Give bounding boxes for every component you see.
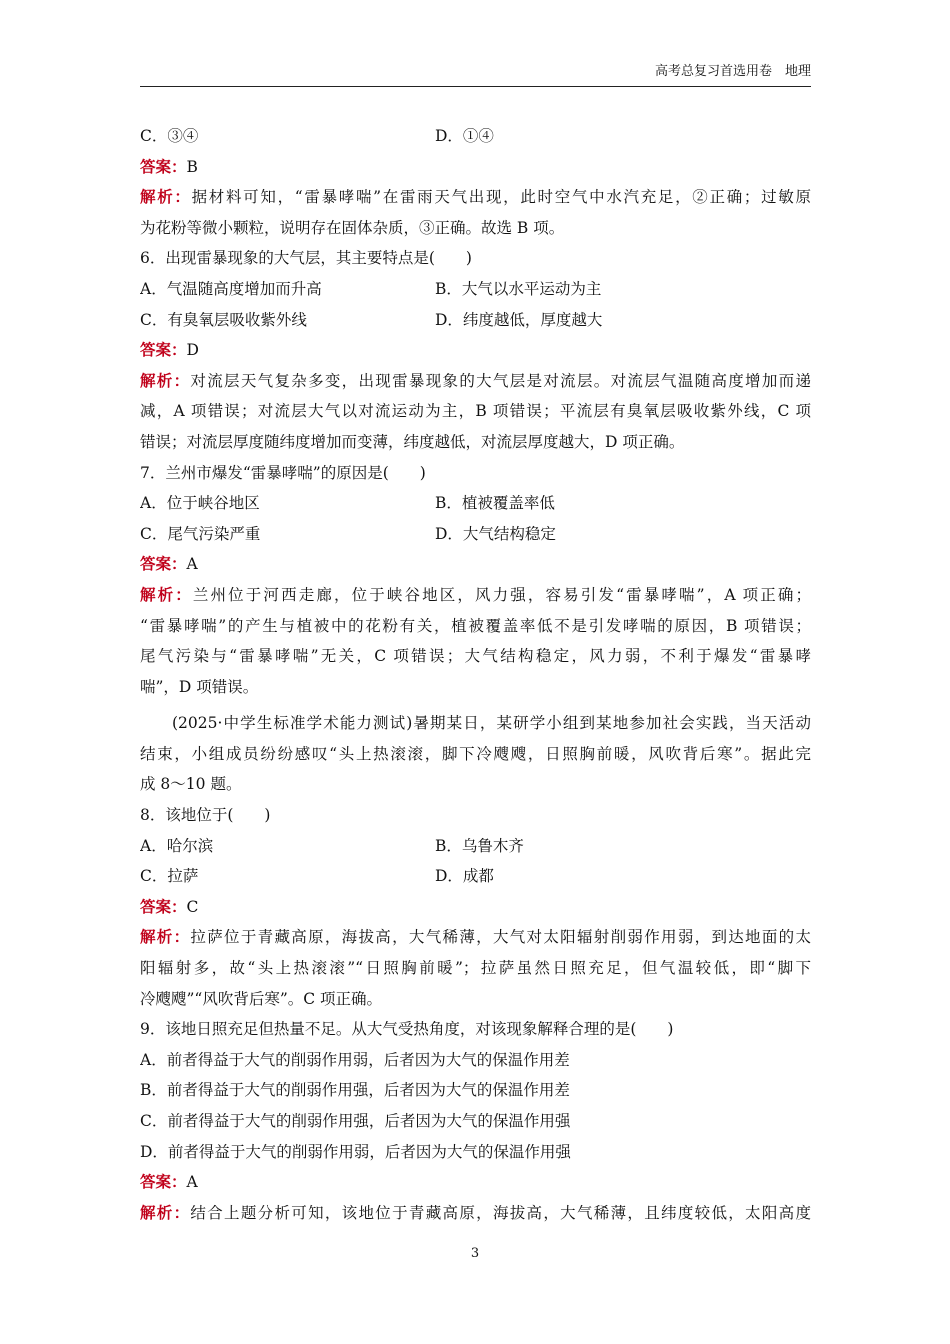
page-content (140, 121, 811, 1228)
q7-option-d: D．大气结构稳定 (435, 524, 556, 543)
analysis-label: 解析： (140, 584, 193, 604)
q9-stem: 9．该地日照充足但热量不足。从大气受热角度，对该现象解释合理的是( ) (140, 1020, 674, 1039)
material-line: (2025·中学生标准学术能力测试)暑期某日，某研学小组到某地参加社会实践，当天活动 (172, 714, 811, 733)
q7-options-row (140, 488, 811, 519)
analysis-label: 解析： (140, 927, 191, 947)
q9-analysis-line (140, 1198, 811, 1229)
material-line: 结束，小组成员纷纷感叹“头上热滚滚，脚下冷飕飕，日照胸前暖，风吹背后寒”。据此完 (140, 744, 811, 763)
page-number: 3 (470, 1246, 480, 1261)
q5-option-c: C．③④ (140, 127, 199, 145)
q9-option-a: A．前者得益于大气的削弱作用弱，后者因为大气的保温作用差 (140, 1050, 570, 1069)
q5-answer (140, 152, 811, 183)
analysis-text: 结合上题分析可知，该地位于青藏高原，海拔高，大气稀薄，且纬度较低，太阳高度 (190, 1203, 811, 1222)
analysis-label: 解析： (140, 370, 191, 390)
q5-analysis-line: 为花粉等微小颗粒，说明存在固体杂质，③正确。故选 B 项。 (140, 218, 565, 237)
page-header (140, 62, 811, 87)
q7-analysis-line: 喘”，D 项错误。 (140, 677, 259, 696)
q8-option-c: C．拉萨 (140, 867, 199, 886)
q8-answer (140, 892, 811, 923)
q7-option-a: A．位于峡谷地区 (140, 494, 260, 513)
q7-analysis-line (140, 580, 811, 611)
q6-option-c: C．有臭氧层吸收紫外线 (140, 310, 307, 329)
answer-label: 答案： (140, 554, 187, 574)
q7-stem: 7．兰州市爆发“雷暴哮喘”的原因是( ) (140, 463, 426, 482)
q6-analysis-line: 错误；对流层厚度随纬度增加而变薄，纬度越低，对流层厚度越大，D 项正确。 (140, 432, 685, 451)
q8-options-row (140, 831, 811, 862)
q8-option-b: B．乌鲁木齐 (435, 836, 524, 855)
q6-options-row (140, 274, 811, 305)
analysis-text: 拉萨位于青藏高原，海拔高，大气稀薄，大气对太阳辐射削弱作用弱，到达地面的太 (190, 928, 811, 947)
analysis-label: 解析： (140, 1202, 191, 1222)
q9-answer (140, 1167, 811, 1198)
q6-analysis-line: 减，A 项错误；对流层大气以对流运动为主，B 项错误；平流层有臭氧层吸收紫外线，C 项 (140, 402, 811, 421)
header-title: 高考总复习首选用卷 地理 (654, 64, 811, 79)
answer-value: C (186, 897, 199, 916)
q9-option-b: B．前者得益于大气的削弱作用强，后者因为大气的保温作用差 (140, 1081, 570, 1100)
material-line: 成 8～10 题。 (140, 775, 242, 794)
analysis-label: 解析： (140, 187, 192, 207)
answer-value: D (186, 341, 199, 360)
q6-option-a: A．气温随高度增加而升高 (140, 279, 322, 298)
q8-stem: 8．该地位于( ) (140, 806, 271, 825)
q7-option-b: B．植被覆盖率低 (435, 494, 555, 513)
q5-analysis-line (140, 182, 811, 213)
q7-analysis-line: 尾气污染与“雷暴哮喘”无关，C 项错误；大气结构稳定，风力弱，不利于爆发“雷暴哮 (140, 647, 811, 666)
q7-analysis-line: “雷暴哮喘”的产生与植被中的花粉有关，植被覆盖率低不是引发哮喘的原因，B 项错误； (140, 616, 811, 635)
q5-option-d: D．①④ (435, 127, 494, 145)
answer-label: 答案： (140, 340, 187, 360)
q6-analysis-line (140, 366, 811, 397)
q7-answer (140, 549, 811, 580)
q8-analysis-line: 冷飕飕”“风吹背后寒”。C 项正确。 (140, 989, 383, 1008)
q6-stem: 6．出现雷暴现象的大气层，其主要特点是( ) (140, 249, 472, 268)
q6-option-b: B．大气以水平运动为主 (435, 279, 602, 298)
answer-value: B (186, 157, 198, 176)
answer-label: 答案： (140, 156, 187, 176)
q8-options-row (140, 861, 811, 892)
answer-label: 答案： (140, 896, 187, 916)
q9-option-c: C．前者得益于大气的削弱作用强，后者因为大气的保温作用强 (140, 1112, 571, 1130)
answer-label: 答案： (140, 1172, 187, 1192)
q6-options-row (140, 305, 811, 336)
answer-value: A (186, 555, 198, 574)
q7-options-row (140, 519, 811, 550)
analysis-text: 据材料可知，“雷暴哮喘”在雷雨天气出现，此时空气中水汽充足，②正确；过敏原 (191, 188, 811, 207)
analysis-text: 兰州位于河西走廊，位于峡谷地区，风力强，容易引发“雷暴哮喘”，A 项正确； (192, 585, 811, 604)
q7-option-c: C．尾气污染严重 (140, 524, 261, 543)
q5-options (140, 121, 811, 152)
q6-option-d: D．纬度越低，厚度越大 (435, 310, 603, 329)
q8-option-d: D．成都 (435, 867, 494, 886)
q8-option-a: A．哈尔滨 (140, 836, 214, 855)
q9-option-d: D．前者得益于大气的削弱作用弱，后者因为大气的保温作用强 (140, 1142, 571, 1161)
answer-value: A (186, 1173, 198, 1192)
q8-analysis-line (140, 922, 811, 953)
q8-analysis-line: 阳辐射多，故“头上热滚滚”“日照胸前暖”；拉萨虽然日照充足，但气温较低，即“脚下 (140, 959, 811, 978)
q6-answer (140, 335, 811, 366)
analysis-text: 对流层天气复杂多变，出现雷暴现象的大气层是对流层。对流层气温随高度增加而递 (190, 371, 811, 390)
